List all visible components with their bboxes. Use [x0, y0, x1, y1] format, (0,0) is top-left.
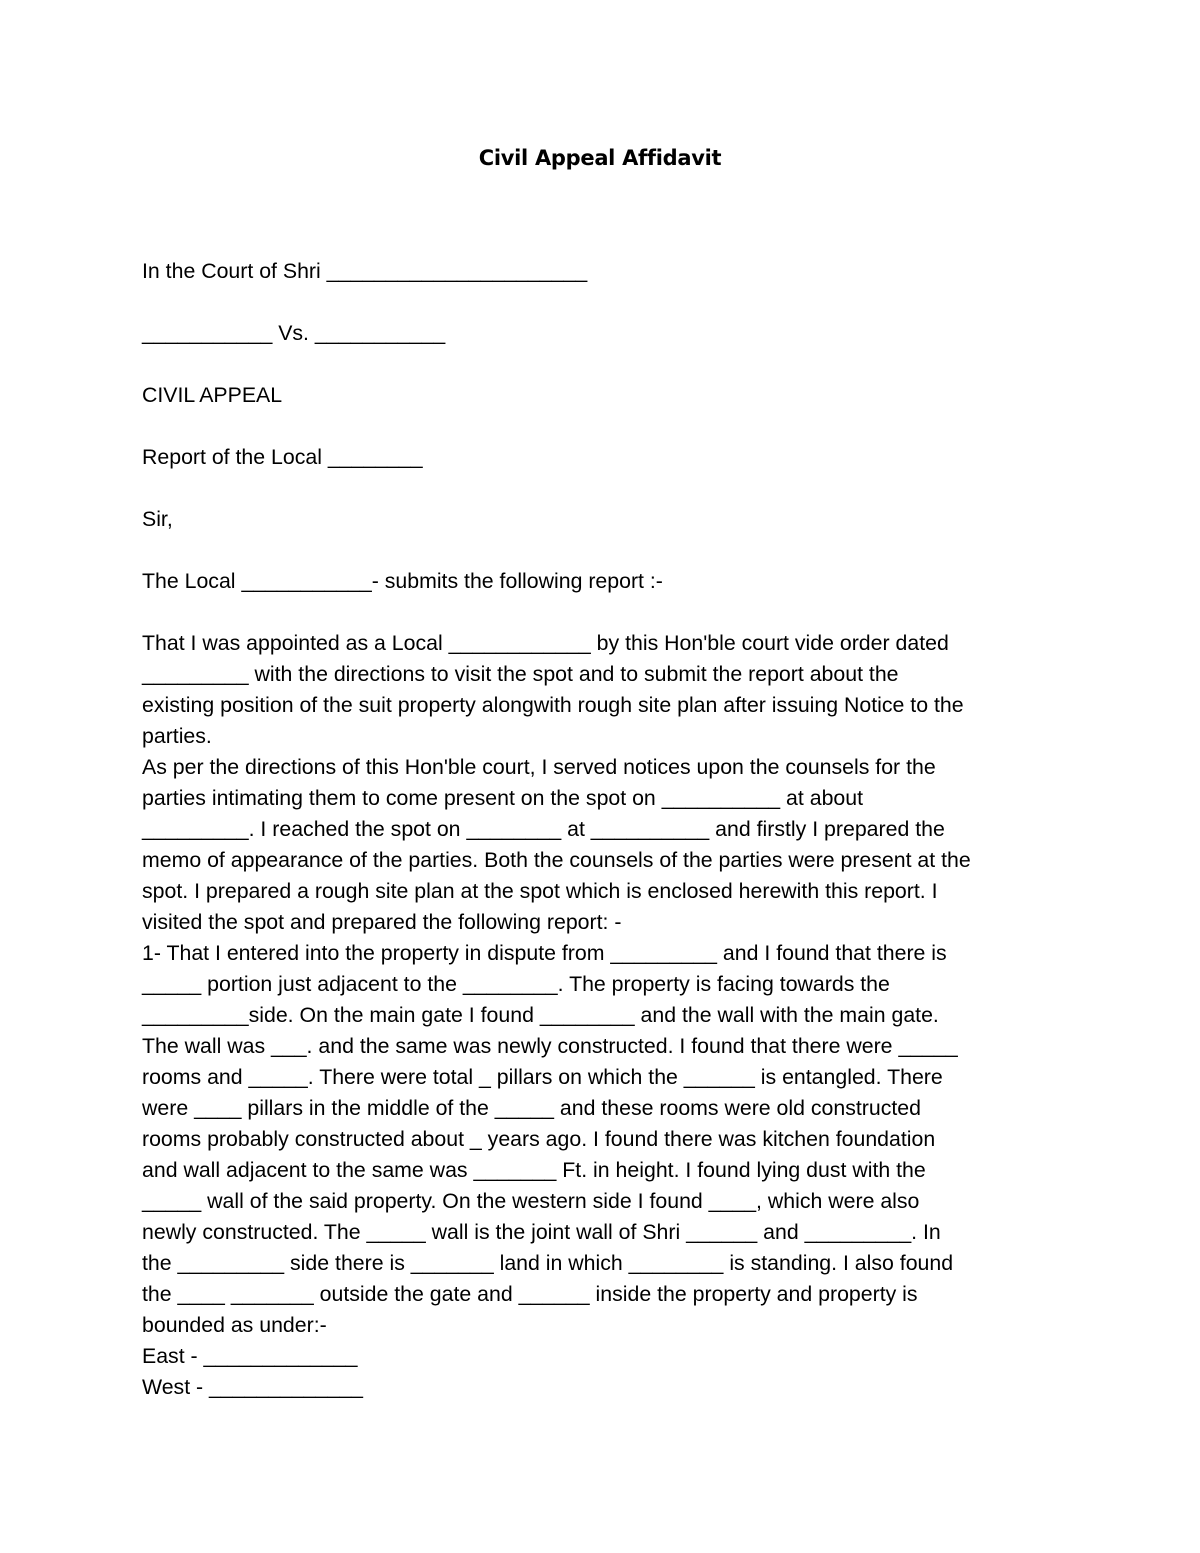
- body-line: _________side. On the main gate I found ________ and the wall with the main gate.: [142, 1003, 939, 1027]
- body-line: existing position of the suit property alongwith rough site plan after issuing Notice to the: [142, 693, 964, 717]
- body-line: bounded as under:-: [142, 1313, 327, 1337]
- body-line: memo of appearance of the parties. Both the counsels of the parties were present at the: [142, 848, 971, 872]
- salutation: Sir,: [142, 507, 173, 531]
- report-line: Report of the Local ________: [142, 445, 423, 469]
- document-title: Civil Appeal Affidavit: [478, 146, 722, 170]
- spacer: [142, 473, 1072, 504]
- body-line: 1- That I entered into the property in dispute from _________ and I found that there is: [142, 941, 947, 965]
- body-line: The wall was ___. and the same was newly constructed. I found that there were _____: [142, 1034, 958, 1058]
- appeal-type: CIVIL APPEAL: [142, 383, 283, 407]
- body-line: parties intimating them to come present on the spot on __________ at about: [142, 786, 864, 810]
- body-line: the ____ _______ outside the gate and ______ inside the property and property is: [142, 1282, 918, 1306]
- body-line: spot. I prepared a rough site plan at the spot which is enclosed herewith this report. I: [142, 879, 938, 903]
- document-body: [142, 256, 1072, 1403]
- intro-line: The Local ___________- submits the following report :-: [142, 569, 663, 593]
- parties-line: ___________ Vs. ___________: [142, 321, 446, 345]
- body-line: parties.: [142, 724, 212, 748]
- body-line: and wall adjacent to the same was _______ Ft. in height. I found lying dust with the: [142, 1158, 926, 1182]
- body-line: As per the directions of this Hon'ble court, I served notices upon the counsels for the: [142, 755, 936, 779]
- spacer: [142, 287, 1072, 318]
- boundary-west: West - _____________: [142, 1375, 364, 1399]
- body-line: the _________ side there is _______ land in which ________ is standing. I also found: [142, 1251, 954, 1275]
- report-paragraphs: [142, 628, 1072, 1403]
- body-line: _________ with the directions to visit the spot and to submit the report about the: [142, 662, 899, 686]
- spacer: [142, 597, 1072, 628]
- body-line: That I was appointed as a Local ____________ by this Hon'ble court vide order dated: [142, 631, 949, 655]
- court-line: In the Court of Shri ______________________: [142, 259, 588, 283]
- body-line: _____ wall of the said property. On the western side I found ____, which were also: [142, 1189, 920, 1213]
- spacer: [142, 535, 1072, 566]
- boundary-east: East - _____________: [142, 1344, 358, 1368]
- body-line: were ____ pillars in the middle of the _____ and these rooms were old constructed: [142, 1096, 921, 1120]
- body-line: newly constructed. The _____ wall is the joint wall of Shri ______ and _________. In: [142, 1220, 941, 1244]
- body-line: _____ portion just adjacent to the ________. The property is facing towards the: [142, 972, 890, 996]
- body-line: rooms probably constructed about _ years ago. I found there was kitchen foundation: [142, 1127, 936, 1151]
- spacer: [142, 411, 1072, 442]
- spacer: [142, 349, 1072, 380]
- body-line: visited the spot and prepared the following report: -: [142, 910, 622, 934]
- body-line: _________. I reached the spot on ________ at __________ and firstly I prepared the: [142, 817, 945, 841]
- body-line: rooms and _____. There were total _ pillars on which the ______ is entangled. There: [142, 1065, 943, 1089]
